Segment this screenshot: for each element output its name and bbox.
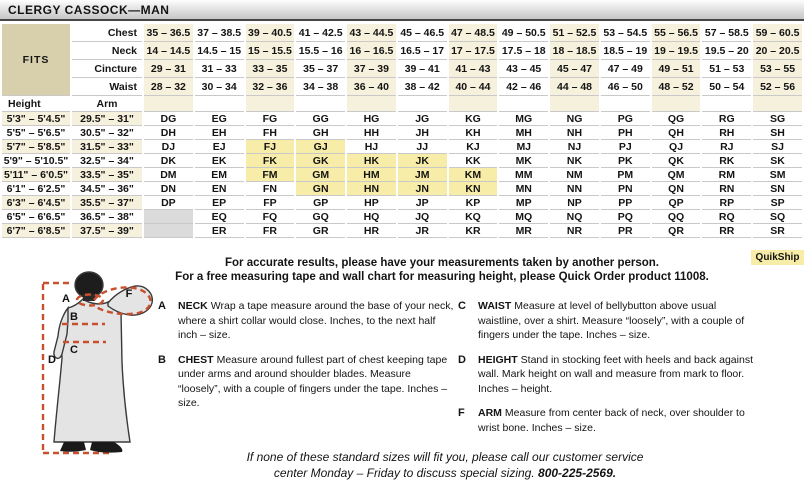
fits-range-cell: 51 – 52.5 (549, 24, 600, 42)
fits-range-cell: 37 – 38.5 (194, 24, 245, 42)
height-range-cell: 5'11" – 6'0.5" (1, 168, 71, 182)
size-code-cell: HG (346, 112, 397, 126)
instruction-letter: F (458, 407, 465, 419)
size-code-cell: RM (701, 168, 752, 182)
height-range-cell: 6'5" – 6'6.5" (1, 210, 71, 224)
size-code-cell: EJ (194, 140, 245, 154)
size-code-cell: NM (549, 168, 600, 182)
fits-range-cell: 17.5 – 18 (498, 42, 549, 60)
size-code-cell: SG (752, 112, 803, 126)
fits-range-cell: 43 – 44.5 (346, 24, 397, 42)
size-code-cell: NN (549, 182, 600, 196)
fits-range-cell: 45 – 47 (549, 60, 600, 78)
blank-cell (448, 96, 499, 112)
measure-row-label: Waist (71, 78, 143, 96)
size-code-cell: PH (600, 126, 651, 140)
arm-range-cell: 35.5" – 37" (71, 196, 143, 210)
size-code-cell: HN (346, 182, 397, 196)
blank-cell (397, 96, 448, 112)
size-code-cell: GK (295, 154, 346, 168)
fits-range-cell: 51 – 53 (701, 60, 752, 78)
size-code-cell: FH (245, 126, 296, 140)
instruction-text: ARM Measure from center back of neck, over shoulder to wrist bone. Inches – size. (478, 407, 745, 434)
size-code-cell: DK (143, 154, 194, 168)
size-code-cell: GP (295, 196, 346, 210)
size-code-cell: JP (397, 196, 448, 210)
size-code-cell: RP (701, 196, 752, 210)
size-code-cell: GJ (295, 140, 346, 154)
fits-range-cell: 49 – 51 (651, 60, 702, 78)
fits-range-cell: 43 – 45 (498, 60, 549, 78)
fits-range-cell: 35 – 37 (295, 60, 346, 78)
fits-cell: FITS (1, 24, 71, 96)
size-table (0, 23, 804, 238)
size-code-cell: MM (498, 168, 549, 182)
instructions-right-column (458, 299, 758, 445)
fits-range-cell: 40 – 44 (448, 78, 499, 96)
size-code-cell: GH (295, 126, 346, 140)
size-code-cell: MP (498, 196, 549, 210)
instructions-left-column (158, 299, 454, 421)
size-code-cell: NQ (549, 210, 600, 224)
blank-cell (651, 96, 702, 112)
blank-cell (600, 96, 651, 112)
fits-range-cell: 45 – 46.5 (397, 24, 448, 42)
size-code-cell: PJ (600, 140, 651, 154)
size-code-cell: MK (498, 154, 549, 168)
size-code-cell: NR (549, 224, 600, 238)
instruction-chest (158, 353, 454, 411)
size-code-cell: QJ (651, 140, 702, 154)
instruction-letter: D (458, 353, 466, 366)
label-waist-c: C (70, 344, 78, 356)
height-column-header: Height (1, 96, 71, 112)
size-code-cell: DH (143, 126, 194, 140)
size-code-cell: JQ (397, 210, 448, 224)
size-code-cell: DG (143, 112, 194, 126)
fits-range-cell: 41 – 43 (448, 60, 499, 78)
fits-range-cell: 39 – 40.5 (245, 24, 296, 42)
fits-range-cell: 28 – 32 (143, 78, 194, 96)
size-code-cell: FP (245, 196, 296, 210)
size-code-cell: GQ (295, 210, 346, 224)
size-code-cell: KN (448, 182, 499, 196)
fits-range-cell: 47 – 48.5 (448, 24, 499, 42)
size-code-cell: FJ (245, 140, 296, 154)
blank-cell (295, 96, 346, 112)
fits-range-cell: 44 – 48 (549, 78, 600, 96)
size-code-cell: KJ (448, 140, 499, 154)
fits-range-cell: 29 – 31 (143, 60, 194, 78)
fits-range-cell: 17 – 17.5 (448, 42, 499, 60)
fits-range-cell: 19 – 19.5 (651, 42, 702, 60)
size-code-cell: NK (549, 154, 600, 168)
size-code-cell: HR (346, 224, 397, 238)
instruction-text: HEIGHT Stand in stocking feet with heels and back against wall. Mark height on wall and measure from mark to floor. Inches – height. (478, 353, 753, 395)
instruction-letter: B (158, 353, 166, 366)
size-code-cell: PN (600, 182, 651, 196)
size-code-cell: FR (245, 224, 296, 238)
special-sizing-footer (90, 449, 800, 481)
instruction-text: WAIST Measure at level of bellybutton above usual waistline, over a shirt. Measure “loosely”, with a couple of fingers under the tape. Inches – size. (478, 300, 745, 341)
footer-line-2: center Monday – Friday to discuss special sizing. 800-225-2569. (273, 466, 617, 480)
size-code-cell: KR (448, 224, 499, 238)
measurement-notes (80, 256, 804, 284)
instruction-letter: C (458, 300, 466, 312)
height-range-cell: 5'7" – 5'8.5" (1, 140, 71, 154)
arm-range-cell: 33.5" – 35" (71, 168, 143, 182)
size-code-cell: EK (194, 154, 245, 168)
size-code-cell: QN (651, 182, 702, 196)
size-code-cell: QH (651, 126, 702, 140)
height-range-cell: 6'3" – 6'4.5" (1, 196, 71, 210)
size-code-cell: JJ (397, 140, 448, 154)
fits-range-cell: 55 – 56.5 (651, 24, 702, 42)
size-code-cell: KG (448, 112, 499, 126)
size-code-cell: NH (549, 126, 600, 140)
size-code-cell: JG (397, 112, 448, 126)
fits-range-cell: 20 – 20.5 (752, 42, 803, 60)
fits-range-cell: 15.5 – 16 (295, 42, 346, 60)
arm-range-cell: 29.5" – 31" (71, 112, 143, 126)
size-code-cell: DN (143, 182, 194, 196)
fits-range-cell: 39 – 41 (397, 60, 448, 78)
fits-range-cell: 42 – 46 (498, 78, 549, 96)
size-code-cell: HK (346, 154, 397, 168)
blank-cell (549, 96, 600, 112)
fits-range-cell: 52 – 56 (752, 78, 803, 96)
label-height-d: D (48, 354, 56, 366)
fits-range-cell: 16 – 16.5 (346, 42, 397, 60)
height-range-cell: 5'5" – 5'6.5" (1, 126, 71, 140)
height-range-cell: 6'1" – 6'2.5" (1, 182, 71, 196)
arm-range-cell: 31.5" – 33" (71, 140, 143, 154)
size-code-cell: HH (346, 126, 397, 140)
unavailable-size-cell (143, 224, 194, 238)
fits-range-cell: 36 – 40 (346, 78, 397, 96)
size-code-cell: FQ (245, 210, 296, 224)
fits-range-cell: 59 – 60.5 (752, 24, 803, 42)
size-code-cell: PM (600, 168, 651, 182)
blank-cell (245, 96, 296, 112)
size-code-cell: QP (651, 196, 702, 210)
size-code-cell: NP (549, 196, 600, 210)
height-range-cell: 5'3" – 5'4.5" (1, 112, 71, 126)
size-code-cell: SH (752, 126, 803, 140)
fits-range-cell: 30 – 34 (194, 78, 245, 96)
fits-range-cell: 33 – 35 (245, 60, 296, 78)
note-line-1: For accurate results, please have your measurements taken by another person. (225, 257, 659, 269)
size-code-cell: PQ (600, 210, 651, 224)
fits-range-cell: 37 – 39 (346, 60, 397, 78)
size-code-cell: JH (397, 126, 448, 140)
size-code-cell: SJ (752, 140, 803, 154)
size-code-cell: SR (752, 224, 803, 238)
size-code-cell: NJ (549, 140, 600, 154)
blank-cell (143, 96, 194, 112)
measure-row-label: Chest (71, 24, 143, 42)
size-code-cell: MQ (498, 210, 549, 224)
note-line-2: For a free measuring tape and wall chart for measuring height, please Quick Order product 11008. (175, 271, 709, 283)
size-code-cell: NG (549, 112, 600, 126)
size-code-cell: JR (397, 224, 448, 238)
fits-range-cell: 57 – 58.5 (701, 24, 752, 42)
size-code-cell: MH (498, 126, 549, 140)
instruction-arm (458, 406, 758, 435)
instruction-height (458, 353, 758, 397)
instruction-text: CHEST Measure around fullest part of chest keeping tape under arms and around shoulder blades. Measure “loosely”, with a couple of fingers under the tape. Inches – size. (178, 353, 448, 409)
instruction-letter: A (158, 300, 166, 312)
size-code-cell: RR (701, 224, 752, 238)
size-code-cell: PK (600, 154, 651, 168)
size-code-cell: JK (397, 154, 448, 168)
fits-range-cell: 19.5 – 20 (701, 42, 752, 60)
size-code-cell: QG (651, 112, 702, 126)
arm-range-cell: 30.5" – 32" (71, 126, 143, 140)
size-code-cell: GM (295, 168, 346, 182)
quikship-badge: QuikShip (751, 250, 804, 265)
size-code-cell: QM (651, 168, 702, 182)
fits-range-cell: 41 – 42.5 (295, 24, 346, 42)
fits-range-cell: 14 – 14.5 (143, 42, 194, 60)
size-code-cell: MG (498, 112, 549, 126)
size-code-cell: QR (651, 224, 702, 238)
chart-title: CLERGY CASSOCK—MAN (0, 0, 804, 21)
size-code-cell: RJ (701, 140, 752, 154)
size-code-cell: ER (194, 224, 245, 238)
arm-range-cell: 32.5" – 34" (71, 154, 143, 168)
fits-range-cell: 38 – 42 (397, 78, 448, 96)
size-code-cell: JM (397, 168, 448, 182)
fits-range-cell: 18.5 – 19 (600, 42, 651, 60)
size-code-cell: RQ (701, 210, 752, 224)
blank-cell (498, 96, 549, 112)
fits-range-cell: 53 – 55 (752, 60, 803, 78)
size-code-cell: RN (701, 182, 752, 196)
fits-range-cell: 16.5 – 17 (397, 42, 448, 60)
instruction-text: NECK Wrap a tape measure around the base of your neck, where a shirt collar would close. Inches, to the next half inch – size. (178, 300, 454, 341)
size-code-cell: MJ (498, 140, 549, 154)
label-arm-f: F (125, 288, 133, 300)
size-code-cell: KP (448, 196, 499, 210)
size-code-cell: KM (448, 168, 499, 182)
blank-cell (194, 96, 245, 112)
size-code-cell: EM (194, 168, 245, 182)
fits-range-cell: 32 – 36 (245, 78, 296, 96)
size-code-cell: QK (651, 154, 702, 168)
unavailable-size-cell (143, 210, 194, 224)
fits-range-cell: 48 – 52 (651, 78, 702, 96)
size-code-cell: PP (600, 196, 651, 210)
fits-range-cell: 31 – 33 (194, 60, 245, 78)
arm-column-header: Arm (71, 96, 143, 112)
size-code-cell: MN (498, 182, 549, 196)
fits-range-cell: 34 – 38 (295, 78, 346, 96)
size-code-cell: FN (245, 182, 296, 196)
size-code-cell: SP (752, 196, 803, 210)
height-range-cell: 6'7" – 6'8.5" (1, 224, 71, 238)
size-code-cell: GN (295, 182, 346, 196)
footer-line-1: If none of these standard sizes will fit you, please call our customer service (246, 450, 644, 464)
fits-range-cell: 49 – 50.5 (498, 24, 549, 42)
size-code-cell: SQ (752, 210, 803, 224)
fits-range-cell: 35 – 36.5 (143, 24, 194, 42)
size-code-cell: PR (600, 224, 651, 238)
fits-range-cell: 53 – 54.5 (600, 24, 651, 42)
phone-number: 800-225-2569. (538, 466, 617, 480)
size-code-cell: PG (600, 112, 651, 126)
size-code-cell: GR (295, 224, 346, 238)
instruction-waist (458, 299, 758, 343)
size-code-cell: EG (194, 112, 245, 126)
arm-range-cell: 36.5" – 38" (71, 210, 143, 224)
size-code-cell: EQ (194, 210, 245, 224)
size-code-cell: RG (701, 112, 752, 126)
arm-range-cell: 34.5" – 36" (71, 182, 143, 196)
size-code-cell: HQ (346, 210, 397, 224)
size-code-cell: QQ (651, 210, 702, 224)
blank-cell (752, 96, 803, 112)
size-code-cell: FM (245, 168, 296, 182)
fits-range-cell: 47 – 49 (600, 60, 651, 78)
size-code-cell: EN (194, 182, 245, 196)
size-code-cell: SM (752, 168, 803, 182)
size-code-cell: HM (346, 168, 397, 182)
measure-row-label: Neck (71, 42, 143, 60)
size-code-cell: SN (752, 182, 803, 196)
measure-row-label: Cincture (71, 60, 143, 78)
size-code-cell: FG (245, 112, 296, 126)
size-code-cell: SK (752, 154, 803, 168)
size-code-cell: KH (448, 126, 499, 140)
fits-range-cell: 14.5 – 15 (194, 42, 245, 60)
size-code-cell: DP (143, 196, 194, 210)
label-neck-a: A (62, 293, 70, 305)
size-code-cell: FK (245, 154, 296, 168)
size-code-cell: MR (498, 224, 549, 238)
size-code-cell: RH (701, 126, 752, 140)
fits-range-cell: 15 – 15.5 (245, 42, 296, 60)
size-code-cell: EH (194, 126, 245, 140)
size-code-cell: KQ (448, 210, 499, 224)
size-code-cell: HP (346, 196, 397, 210)
label-chest-b: B (70, 311, 78, 323)
size-code-cell: JN (397, 182, 448, 196)
size-code-cell: RK (701, 154, 752, 168)
size-code-cell: DM (143, 168, 194, 182)
fits-range-cell: 50 – 54 (701, 78, 752, 96)
size-code-cell: HJ (346, 140, 397, 154)
instruction-neck (158, 299, 454, 343)
fits-range-cell: 18 – 18.5 (549, 42, 600, 60)
size-code-cell: DJ (143, 140, 194, 154)
arm-range-cell: 37.5" – 39" (71, 224, 143, 238)
size-code-cell: EP (194, 196, 245, 210)
blank-cell (701, 96, 752, 112)
fits-range-cell: 46 – 50 (600, 78, 651, 96)
size-code-cell: KK (448, 154, 499, 168)
size-code-cell: GG (295, 112, 346, 126)
blank-cell (346, 96, 397, 112)
height-range-cell: 5'9" – 5'10.5" (1, 154, 71, 168)
